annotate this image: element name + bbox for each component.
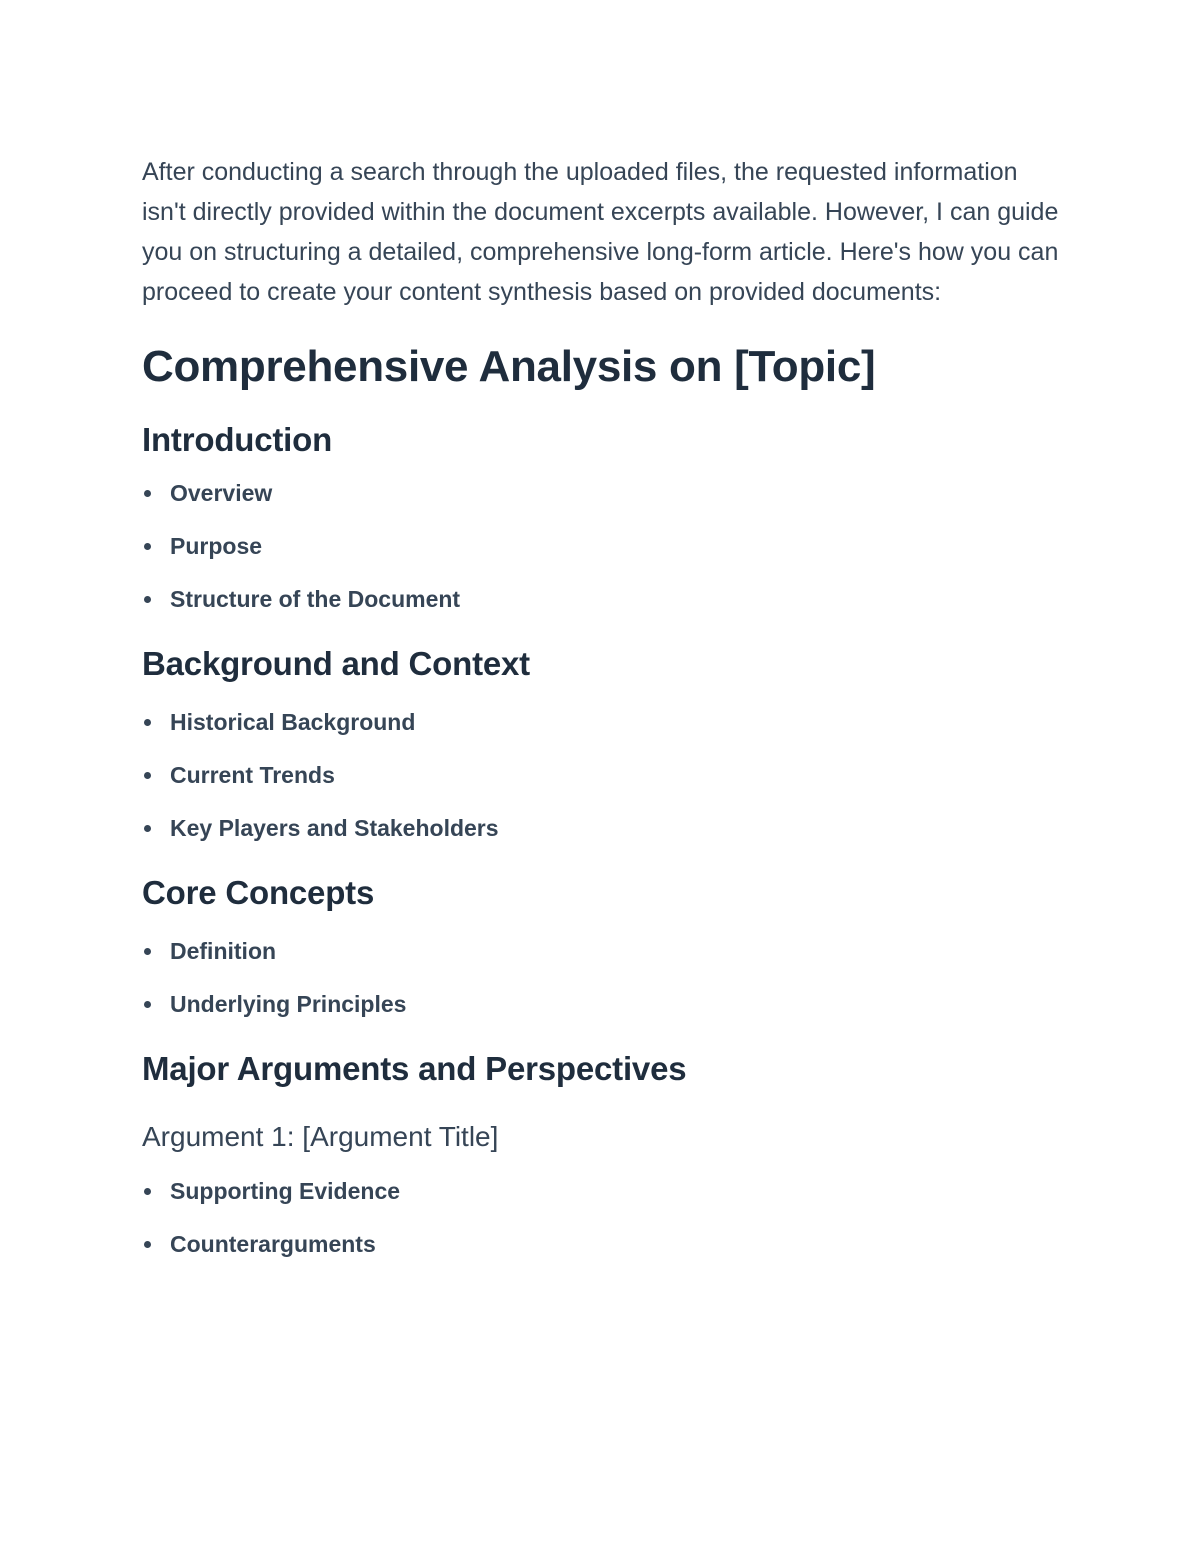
- subheading-argument-1: Argument 1: [Argument Title]: [142, 1121, 499, 1152]
- list-item-label: Key Players and Stakeholders: [170, 815, 499, 841]
- list-item-label: Purpose: [170, 533, 263, 559]
- list-item-label: Counterarguments: [170, 1231, 376, 1257]
- list-item: [142, 760, 1062, 790]
- list-item-label: Historical Background: [170, 709, 416, 735]
- bullet-icon: [144, 543, 151, 550]
- intro-paragraph: After conducting a search through the uploaded files, the requested information isn't directly provided within the document excerpts available. However, I can guide you on structuring a detailed, comprehensive long-form article. Here's how you can proceed to create your content synthesis based on provided documents:: [142, 158, 1059, 306]
- list-item-label: Current Trends: [170, 762, 335, 788]
- list-item-label: Overview: [170, 480, 273, 506]
- list-item: [142, 478, 1062, 508]
- list-item-label: Structure of the Document: [170, 586, 461, 612]
- bullet-icon: [144, 1001, 151, 1008]
- list-item: [142, 936, 1062, 966]
- section-heading-core-concepts: Core Concepts: [142, 874, 375, 911]
- section-heading-major-arguments: Major Arguments and Perspectives: [142, 1050, 687, 1087]
- bullet-icon: [144, 1241, 151, 1248]
- bullet-icon: [144, 825, 151, 832]
- list-item: [142, 707, 1062, 737]
- argument-1-list: [142, 1176, 1062, 1259]
- bullet-icon: [144, 596, 151, 603]
- bullet-icon: [144, 719, 151, 726]
- bullet-icon: [144, 490, 151, 497]
- list-item: [142, 584, 1062, 614]
- section-heading-introduction: Introduction: [142, 421, 333, 458]
- list-item: [142, 989, 1062, 1019]
- list-item-label: Definition: [170, 938, 277, 964]
- list-item: [142, 1176, 1062, 1206]
- background-list: [142, 707, 1062, 843]
- list-item: [142, 813, 1062, 843]
- bullet-icon: [144, 948, 151, 955]
- document-title: Comprehensive Analysis on [Topic]: [142, 342, 876, 391]
- document-page: [142, 152, 1062, 1259]
- list-item-label: Supporting Evidence: [170, 1178, 401, 1204]
- section-heading-background: Background and Context: [142, 645, 530, 682]
- list-item-label: Underlying Principles: [170, 991, 407, 1017]
- list-item: [142, 531, 1062, 561]
- list-item: [142, 1229, 1062, 1259]
- core-concepts-list: [142, 936, 1062, 1019]
- introduction-list: [142, 478, 1062, 614]
- bullet-icon: [144, 772, 151, 779]
- bullet-icon: [144, 1188, 151, 1195]
